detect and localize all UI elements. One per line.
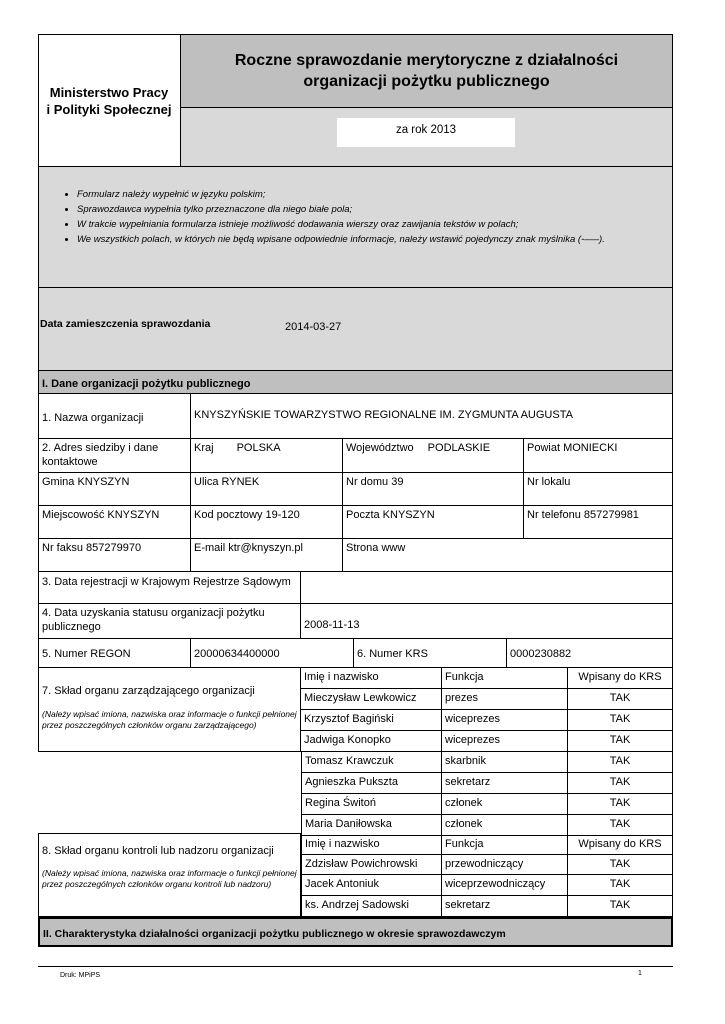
- board-member-function[interactable]: [442, 815, 568, 836]
- footer-printer: Druk: MPiPS: [60, 972, 101, 979]
- control-member-name[interactable]: [301, 896, 442, 917]
- control-member-function[interactable]: [442, 875, 568, 896]
- krs-reg-label-cell: [38, 572, 301, 604]
- footer-page-number: 1: [638, 970, 642, 977]
- fax-value: Nr faksu 857279970: [42, 542, 142, 554]
- regon-value-cell[interactable]: [191, 639, 354, 668]
- control-col-krs-label: Wpisany do KRS: [578, 838, 662, 850]
- control-col-name-label: Imię i nazwisko: [305, 838, 380, 850]
- control-member-krs[interactable]: [568, 855, 673, 875]
- name-value-cell[interactable]: [191, 394, 673, 439]
- section2-title-bar: [38, 917, 673, 947]
- ministry-name: Ministerstwo Pracy i Polityki Społecznej: [46, 84, 172, 117]
- member-krs: TAK: [609, 755, 631, 767]
- name-label: 1. Nazwa organizacji: [42, 412, 144, 424]
- member-function: sekretarz: [445, 776, 491, 788]
- footer-rule: [38, 966, 673, 967]
- section1-title-bar: [38, 370, 673, 394]
- member-krs: TAK: [609, 713, 631, 725]
- board-member-krs[interactable]: [568, 752, 673, 773]
- commune-cell[interactable]: [38, 473, 191, 506]
- control-member-krs[interactable]: [568, 875, 673, 896]
- post-office-cell[interactable]: [343, 506, 524, 539]
- flat-no-cell[interactable]: [524, 473, 673, 506]
- house-no-cell[interactable]: [343, 473, 524, 506]
- board-member-function[interactable]: [442, 752, 568, 773]
- publication-value[interactable]: 2014-03-27: [285, 321, 342, 333]
- board-member-krs[interactable]: [568, 710, 673, 731]
- voivodeship-value: PODLASKIE: [427, 442, 491, 454]
- title-box: [181, 35, 672, 108]
- regon-label-cell: [38, 639, 191, 668]
- krs-reg-value-cell[interactable]: [301, 572, 673, 604]
- country-label: Kraj: [194, 442, 214, 454]
- member-function: skarbnik: [445, 755, 486, 767]
- address-label-cell: [38, 439, 191, 473]
- section2-title: II. Charakterystyka działalności organizacji pożytku publicznego w okresie sprawozdawczym: [43, 928, 506, 940]
- city-value: Miejscowość KNYSZYN: [42, 509, 160, 521]
- board-member-function[interactable]: [442, 794, 568, 815]
- email-cell[interactable]: [191, 539, 343, 572]
- board-label-cell: [38, 668, 301, 752]
- control-col-name: [301, 836, 442, 855]
- regon-value: 20000634400000: [194, 648, 280, 660]
- member-name: Jacek Antoniuk: [305, 878, 379, 890]
- board-col-function-label: Funkcja: [445, 671, 484, 683]
- house-no-value: Nr domu 39: [346, 476, 404, 488]
- country-value: POLSKA: [236, 442, 281, 454]
- section1-title: I. Dane organizacji pożytku publicznego: [42, 378, 251, 390]
- opp-status-label: 4. Data uzyskania statusu organizacji pożytku publicznego: [42, 607, 265, 633]
- name-value: KNYSZYŃSKIE TOWARZYSTWO REGIONALNE IM. ZYGMUNTA AUGUSTA: [194, 409, 573, 421]
- control-member-krs[interactable]: [568, 896, 673, 917]
- board-member-name[interactable]: [301, 689, 442, 710]
- email-value: E-mail ktr@knyszyn.pl: [194, 542, 303, 554]
- control-col-krs: [568, 836, 673, 855]
- phone-value: Nr telefonu 857279981: [527, 509, 639, 521]
- board-member-name[interactable]: [301, 731, 442, 752]
- member-name: Tomasz Krawczuk: [305, 755, 394, 767]
- krs-reg-label: 3. Data rejestracji w Krajowym Rejestrze Sądowym: [42, 576, 291, 588]
- board-col-krs: [568, 668, 673, 689]
- member-name: Agnieszka Pukszta: [305, 776, 398, 788]
- board-note: (Należy wpisać imiona, nazwiska oraz informacje o funkcji pełnionej przez poszczególnych członków organu zarządzającego): [42, 709, 297, 730]
- opp-status-value-cell[interactable]: [301, 604, 673, 639]
- control-col-function-label: Funkcja: [445, 838, 484, 850]
- board-member-name[interactable]: [301, 815, 442, 836]
- board-label: 7. Skład organu zarządzającego organizacji: [42, 685, 255, 697]
- instruction-item: • We wszystkich polach, w których nie będą wpisane odpowiednie informacje, należy wstawić pojedynczy znak myślnika (-–—).: [77, 232, 672, 247]
- member-name: Mieczysław Lewkowicz: [304, 692, 417, 704]
- board-member-krs[interactable]: [568, 794, 673, 815]
- instruction-item: • Sprawozdawca wypełnia tylko przeznaczone dla niego białe pola;: [77, 202, 672, 217]
- board-col-function: [442, 668, 568, 689]
- website-label: Strona www: [346, 542, 406, 554]
- regon-label: 5. Numer REGON: [42, 648, 131, 660]
- member-krs: TAK: [609, 734, 631, 746]
- instruction-item: • W trakcie wypełniania formularza istnieje możliwość dodawania wierszy oraz zawijania tekstów w polach;: [77, 217, 672, 232]
- member-krs: TAK: [609, 878, 631, 890]
- board-member-krs[interactable]: [568, 815, 673, 836]
- post-office-value: Poczta KNYSZYN: [346, 509, 435, 521]
- opp-status-label-cell: [38, 604, 301, 639]
- ministry-box: [38, 34, 181, 167]
- board-member-krs[interactable]: [568, 773, 673, 794]
- postal-code-cell[interactable]: [191, 506, 343, 539]
- member-function: członek: [445, 797, 483, 809]
- city-cell[interactable]: [38, 506, 191, 539]
- member-name: Krzysztof Bagiński: [304, 713, 394, 725]
- member-function: członek: [445, 818, 483, 830]
- instruction-item: • Formularz należy wypełnić w języku polskim;: [77, 187, 672, 202]
- member-krs: TAK: [609, 818, 631, 830]
- board-member-function[interactable]: [442, 710, 568, 731]
- member-krs: TAK: [609, 899, 631, 911]
- form-title-line1: Roczne sprawozdanie merytoryczne z działalności: [234, 52, 619, 69]
- krs-value-cell[interactable]: [507, 639, 673, 668]
- member-name: Zdzisław Powichrowski: [305, 858, 418, 870]
- member-name: Maria Daniłowska: [305, 818, 392, 830]
- krs-label: 6. Numer KRS: [357, 648, 428, 660]
- krs-label-cell: [354, 639, 507, 668]
- voivodeship-label: Województwo: [346, 442, 414, 454]
- country-cell[interactable]: [191, 439, 343, 473]
- board-member-krs[interactable]: [568, 731, 673, 752]
- form-title-line2: organizacji pożytku publicznego: [303, 73, 550, 90]
- year-box: [337, 118, 515, 147]
- board-member-function[interactable]: [442, 689, 568, 710]
- voivodeship-cell[interactable]: [343, 439, 524, 473]
- flat-no-value: Nr lokalu: [527, 476, 571, 488]
- member-name: Jadwiga Konopko: [304, 734, 391, 746]
- member-krs: TAK: [609, 776, 631, 788]
- member-name: ks. Andrzej Sadowski: [305, 899, 409, 911]
- board-member-name[interactable]: [301, 710, 442, 731]
- member-function: prezes: [445, 692, 479, 704]
- website-cell[interactable]: [343, 539, 673, 572]
- instructions-list: [59, 187, 672, 247]
- postal-code-value: Kod pocztowy 19-120: [194, 509, 300, 521]
- control-member-function[interactable]: [442, 896, 568, 917]
- krs-value: 0000230882: [510, 648, 572, 660]
- control-label: 8. Skład organu kontroli lub nadzoru organizacji: [42, 845, 274, 857]
- commune-value: Gmina KNYSZYN: [42, 476, 130, 488]
- member-krs: TAK: [609, 692, 631, 704]
- board-col-name-label: Imię i nazwisko: [304, 671, 379, 683]
- county-cell[interactable]: [524, 439, 673, 473]
- control-note: (Należy wpisać imiona, nazwiska oraz informacje o funkcji pełnionej przez poszczególnych członków organu kontroli lub nadzoru): [42, 868, 297, 889]
- member-krs: TAK: [609, 858, 631, 870]
- control-member-name[interactable]: [301, 875, 442, 896]
- county-value: Powiat MONIECKI: [527, 442, 618, 454]
- street-value: Ulica RYNEK: [194, 476, 260, 488]
- board-member-function[interactable]: [442, 731, 568, 752]
- board-member-name[interactable]: [301, 794, 442, 815]
- control-member-function[interactable]: [442, 855, 568, 875]
- member-function: przewodniczący: [445, 858, 524, 870]
- street-cell[interactable]: [191, 473, 343, 506]
- control-label-cell: [38, 833, 301, 917]
- member-function: sekretarz: [445, 899, 491, 911]
- board-member-krs[interactable]: [568, 689, 673, 710]
- board-col-name: [301, 668, 442, 689]
- fax-cell[interactable]: [38, 539, 191, 572]
- board-row-divider: [301, 752, 442, 773]
- phone-cell[interactable]: [524, 506, 673, 539]
- board-member-name[interactable]: [301, 773, 442, 794]
- member-function: wiceprezes: [445, 734, 501, 746]
- name-label-cell: [38, 394, 191, 439]
- board-col-krs-label: Wpisany do KRS: [578, 671, 662, 683]
- member-name: Regina Świtoń: [305, 797, 376, 809]
- member-function: wiceprzewodniczący: [445, 878, 546, 890]
- instructions-box: [38, 167, 673, 288]
- board-member-function[interactable]: [442, 773, 568, 794]
- member-krs: TAK: [609, 797, 631, 809]
- publication-label: Data zamieszczenia sprawozdania: [40, 318, 211, 330]
- control-member-name[interactable]: [301, 855, 442, 875]
- address-label: 2. Adres siedziby i dane kontaktowe: [42, 442, 159, 468]
- opp-status-value: 2008-11-13: [304, 619, 360, 631]
- member-function: wiceprezes: [445, 713, 501, 725]
- year-label: za rok 2013: [395, 124, 457, 136]
- control-col-function: [442, 836, 568, 855]
